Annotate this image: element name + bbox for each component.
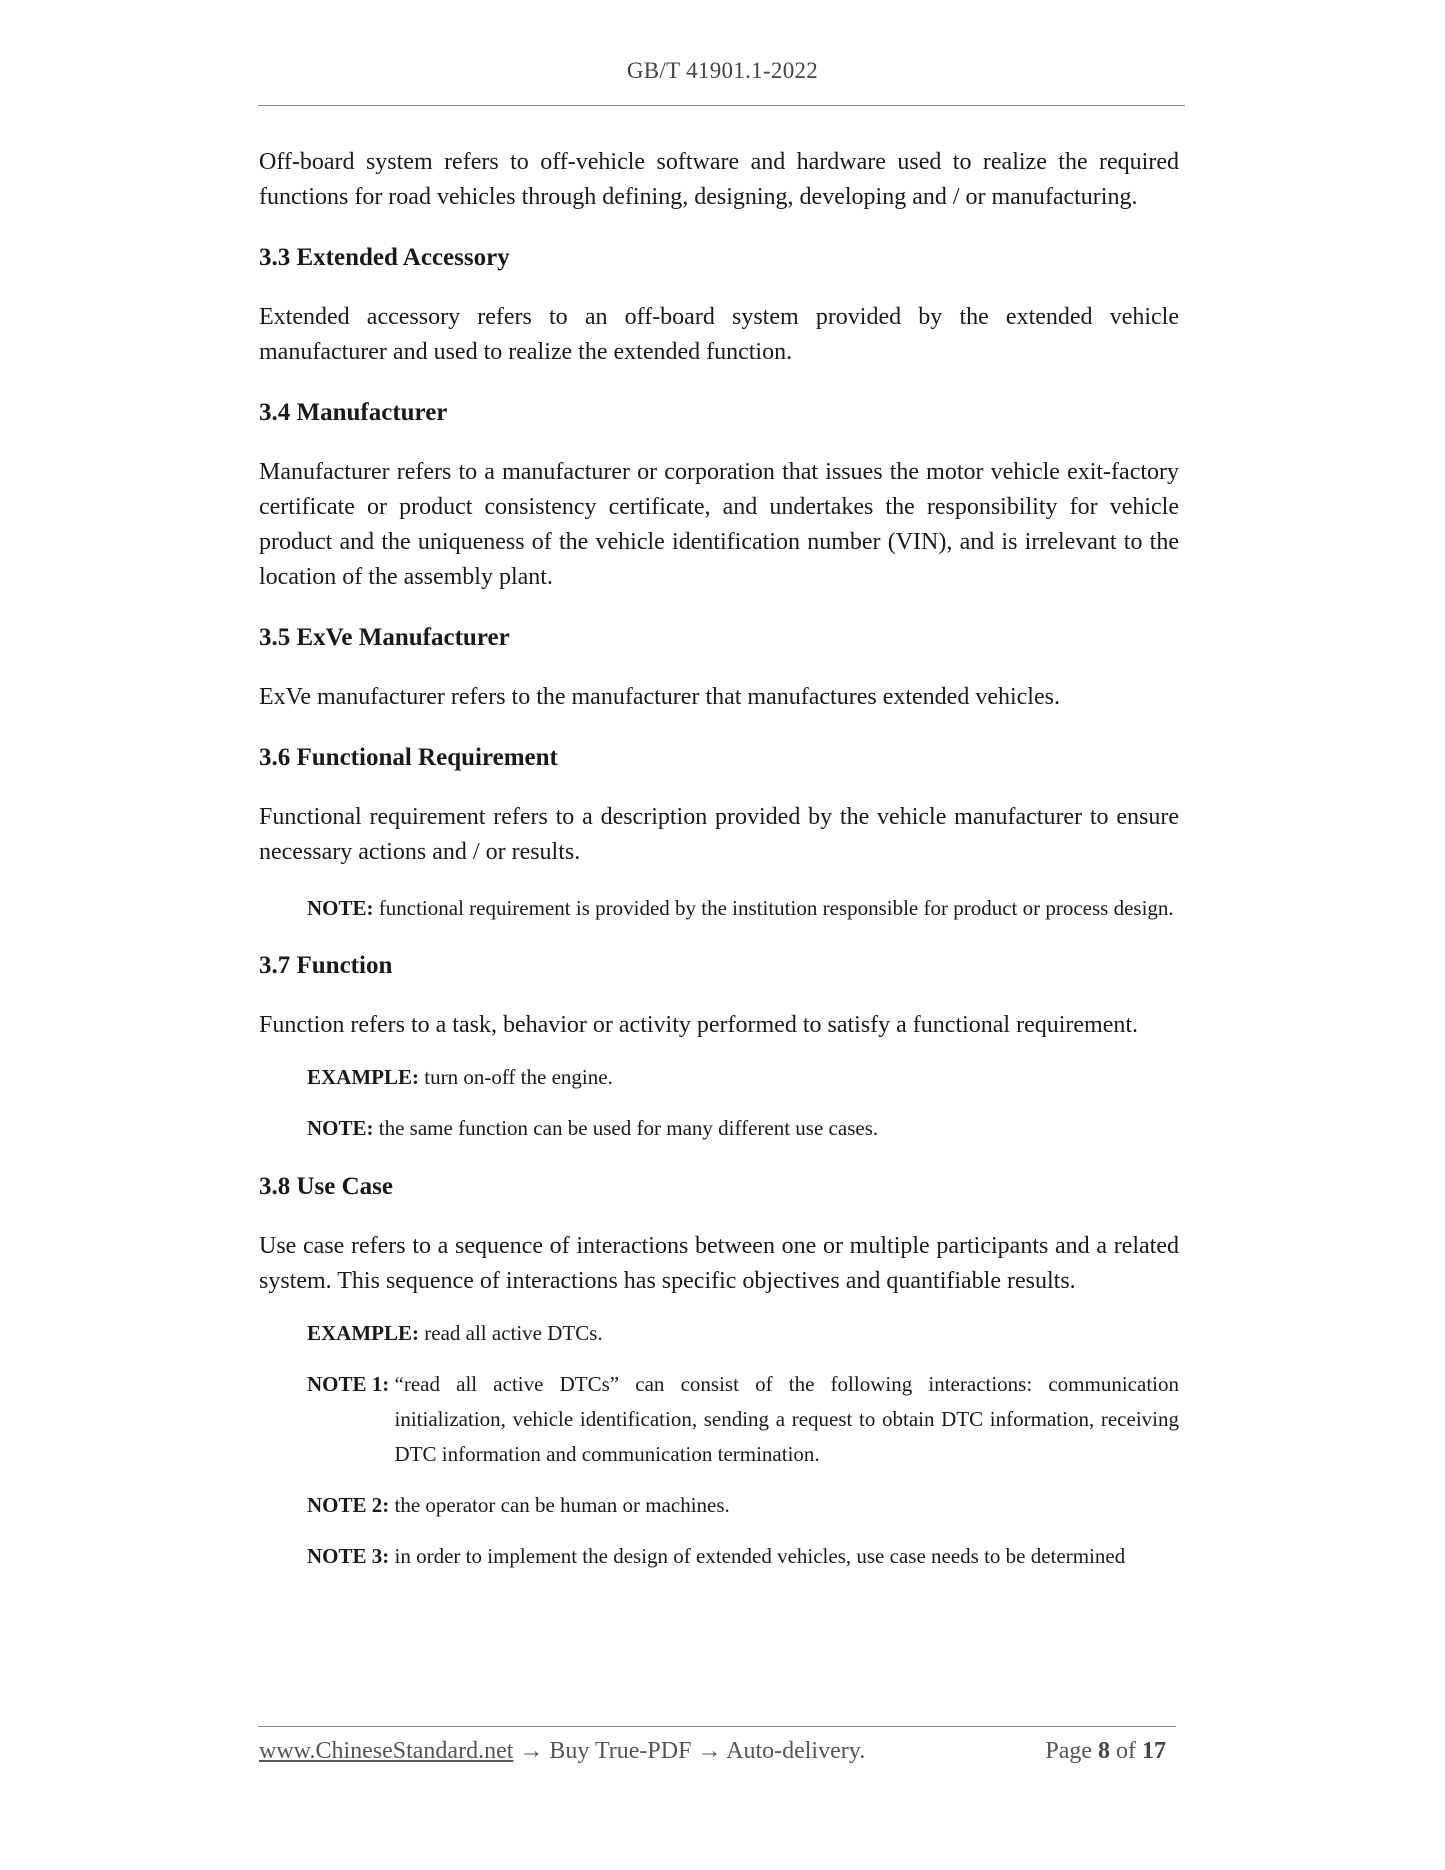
footer-divider bbox=[258, 1726, 1176, 1727]
example-label: EXAMPLE: bbox=[307, 1065, 419, 1089]
footer-promo bbox=[259, 1738, 865, 1765]
section-3-8-note-1 bbox=[307, 1367, 1179, 1472]
section-3-6-heading: 3.6 Functional Requirement bbox=[259, 744, 558, 771]
section-3-6-body: Functional requirement refers to a description provided by the vehicle manufacturer to ensure necessary actions and / or results. bbox=[259, 804, 1179, 865]
of-word: of bbox=[1116, 1738, 1136, 1764]
note-2-label: NOTE 2: bbox=[307, 1493, 390, 1517]
note-1-label: NOTE 1: bbox=[307, 1372, 395, 1396]
section-3-5-body: ExVe manufacturer refers to the manufacturer that manufactures extended vehicles. bbox=[259, 684, 1060, 710]
section-3-3-heading: 3.3 Extended Accessory bbox=[259, 244, 510, 271]
section-3-5-heading: 3.5 ExVe Manufacturer bbox=[259, 624, 510, 651]
page-word: Page bbox=[1045, 1738, 1092, 1764]
note-2-text: the operator can be human or machines. bbox=[389, 1493, 730, 1517]
note-label: NOTE: bbox=[307, 896, 379, 920]
example-text: turn on-off the engine. bbox=[419, 1065, 613, 1089]
example-text: read all active DTCs. bbox=[419, 1321, 603, 1345]
section-3-4-heading: 3.4 Manufacturer bbox=[259, 399, 448, 426]
section-3-8-note-2 bbox=[307, 1488, 1179, 1523]
note-text: functional requirement is provided by the institution responsible for product or process design. bbox=[378, 896, 1174, 920]
header-divider bbox=[258, 105, 1185, 106]
section-3-3-body: Extended accessory refers to an off-board system provided by the extended vehicle manufacturer and used to realize the extended function. bbox=[259, 304, 1179, 365]
example-label: EXAMPLE: bbox=[307, 1321, 419, 1345]
note-label: NOTE: bbox=[307, 1116, 374, 1140]
total-pages: 17 bbox=[1142, 1738, 1166, 1764]
section-3-4-body: Manufacturer refers to a manufacturer or corporation that issues the motor vehicle exit-factory certificate or product consistency certificate, and undertakes the responsibility for vehicle product and the uniqueness of the vehicle identification number (VIN), and is irrelevant to the location of the assembly plant. bbox=[259, 459, 1179, 590]
note-text: the same function can be used for many different use cases. bbox=[373, 1116, 879, 1140]
section-3-8-note-3 bbox=[307, 1539, 1179, 1574]
section-3-7-heading: 3.7 Function bbox=[259, 952, 393, 979]
footer-promo-text: → Buy True-PDF → Auto-delivery. bbox=[513, 1738, 866, 1764]
note-3-text: in order to implement the design of extended vehicles, use case needs to be determined bbox=[389, 1544, 1126, 1568]
section-3-7-body: Function refers to a task, behavior or activity performed to satisfy a functional requirement. bbox=[259, 1012, 1139, 1038]
note-1-text: “read all active DTCs” can consist of the following interactions: communication initialization, vehicle identification, sending a request to obtain DTC information, receiving DTC information and communication termination. bbox=[394, 1372, 1179, 1466]
section-3-6-note bbox=[307, 891, 1179, 926]
section-3-7-example bbox=[307, 1060, 1179, 1095]
section-3-8-body: Use case refers to a sequence of interactions between one or multiple participants and a related system. This sequence of interactions has specific objectives and quantifiable results. bbox=[259, 1233, 1179, 1294]
page-indicator bbox=[1045, 1738, 1166, 1765]
website-link[interactable]: www.ChineseStandard.net bbox=[259, 1738, 514, 1764]
document-body bbox=[259, 145, 1179, 1574]
note-3-label: NOTE 3: bbox=[307, 1544, 390, 1568]
page-number: 8 bbox=[1098, 1738, 1110, 1764]
page-header-title: GB/T 41901.1-2022 bbox=[626, 58, 819, 83]
intro-paragraph: Off-board system refers to off-vehicle software and hardware used to realize the required functions for road vehicles through defining, designing, developing and / or manufacturing. bbox=[259, 149, 1179, 210]
section-3-8-heading: 3.8 Use Case bbox=[259, 1173, 394, 1200]
section-3-8-example bbox=[307, 1316, 1179, 1351]
section-3-7-note bbox=[307, 1111, 1179, 1146]
